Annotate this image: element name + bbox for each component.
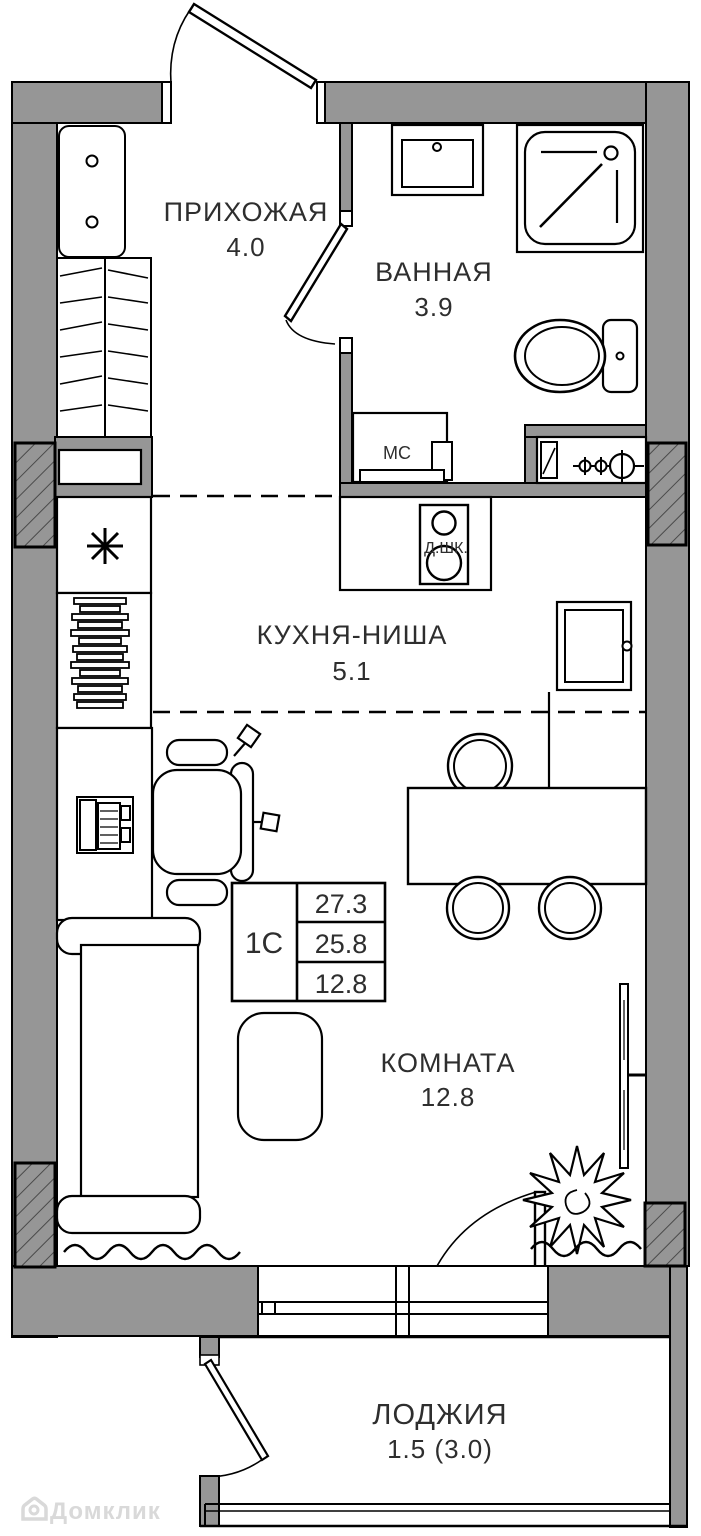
entry-jamb-left (162, 82, 171, 123)
wall-bottom-left (12, 1266, 258, 1336)
window-balcony-block (258, 1266, 548, 1336)
wall-bathroom-bottom (340, 483, 646, 497)
dining-chair-1-inner (453, 883, 503, 933)
toilet-bowl-inner (525, 327, 599, 385)
plumbing-niche (537, 437, 646, 483)
info-table-room-area: 12.8 (314, 969, 368, 999)
living-label: КОМНАТА (380, 1048, 516, 1078)
bathroom-door (285, 224, 347, 344)
watermark (23, 1498, 161, 1525)
hall-cabinet-knob-2 (87, 217, 98, 228)
loggia-area: 1.5 (3.0) (387, 1434, 493, 1464)
loggia-casement-arc (206, 1459, 263, 1477)
dining-table (408, 788, 646, 884)
hallway-label: ПРИХОЖАЯ (163, 197, 329, 227)
shaft-left-lower (15, 1163, 55, 1267)
bathroom-label: ВАННАЯ (375, 257, 493, 287)
hallway-furniture (57, 126, 151, 437)
sofa (57, 918, 200, 1233)
info-table-total-area: 27.3 (314, 889, 368, 919)
watermark-brand: Домклик (50, 1498, 161, 1525)
hall-cabinet (59, 126, 125, 257)
wall-bottom-right (548, 1266, 687, 1336)
bathroom-area: 3.9 (414, 292, 454, 322)
toilet-button (617, 353, 624, 360)
tall-cabinet-door (565, 610, 623, 682)
entry-door (171, 4, 316, 88)
dining-chair-top-inner (454, 740, 506, 792)
wall-top-right (325, 82, 689, 123)
ottoman (238, 1013, 322, 1140)
unit-type-label: 1С (244, 927, 284, 960)
wall-bathroom-divider-bottom (340, 353, 352, 497)
sink-faucet (433, 143, 441, 151)
wall-loggia-right (670, 1266, 687, 1527)
loggia-left-stub-top (200, 1337, 219, 1357)
burner-small (433, 512, 456, 535)
tall-cabinet-handle (623, 642, 632, 651)
bathroom-door-leaf (285, 224, 347, 321)
watermark-logo-dot (30, 1506, 38, 1514)
kitchen-label: КУХНЯ-НИША (256, 620, 448, 650)
laptop (77, 797, 133, 853)
fridge-snowflake-icon (87, 528, 123, 564)
shaft-left-upper (15, 443, 55, 547)
wall-top-left (12, 82, 162, 123)
tv-panel (620, 984, 646, 1168)
bathroom-door-arc (286, 320, 335, 344)
info-table-living-area: 25.8 (314, 929, 368, 959)
wall-niche-top (525, 425, 646, 437)
shaft-right-upper (648, 443, 686, 545)
hallway-area: 4.0 (226, 232, 266, 262)
radiator-wave-left (64, 1245, 240, 1259)
dining-chair-2-inner (545, 883, 595, 933)
radiator-wave-right (531, 1242, 641, 1256)
wall-bathroom-divider-top (340, 123, 352, 211)
entry-jamb-right (317, 82, 325, 123)
washing-machine-base (360, 470, 444, 482)
entry-door-arc (171, 10, 190, 84)
hall-cabinet-knob-1 (87, 156, 98, 167)
kitchen-area: 5.1 (332, 656, 372, 686)
loggia-left-stub-bottom (200, 1476, 219, 1526)
vent-box (59, 450, 141, 484)
loggia-structure (200, 1337, 687, 1526)
bath-jamb-bottom (340, 338, 352, 353)
wall-niche-left (525, 437, 537, 483)
wall-left (12, 82, 57, 1337)
shower-drain (605, 147, 618, 160)
shaft-right-lower (645, 1203, 685, 1266)
watermark-logo-icon (23, 1498, 46, 1519)
loggia-label: ЛОДЖИЯ (372, 1399, 508, 1431)
living-area: 12.8 (420, 1082, 476, 1112)
washing-machine-label: МС (383, 443, 411, 463)
entry-door-leaf (189, 4, 316, 88)
window-detail (262, 1302, 275, 1314)
loggia-casement-leaf (205, 1360, 268, 1460)
oven-label: Д.ШК. (424, 540, 468, 557)
wall-right (646, 82, 689, 1266)
